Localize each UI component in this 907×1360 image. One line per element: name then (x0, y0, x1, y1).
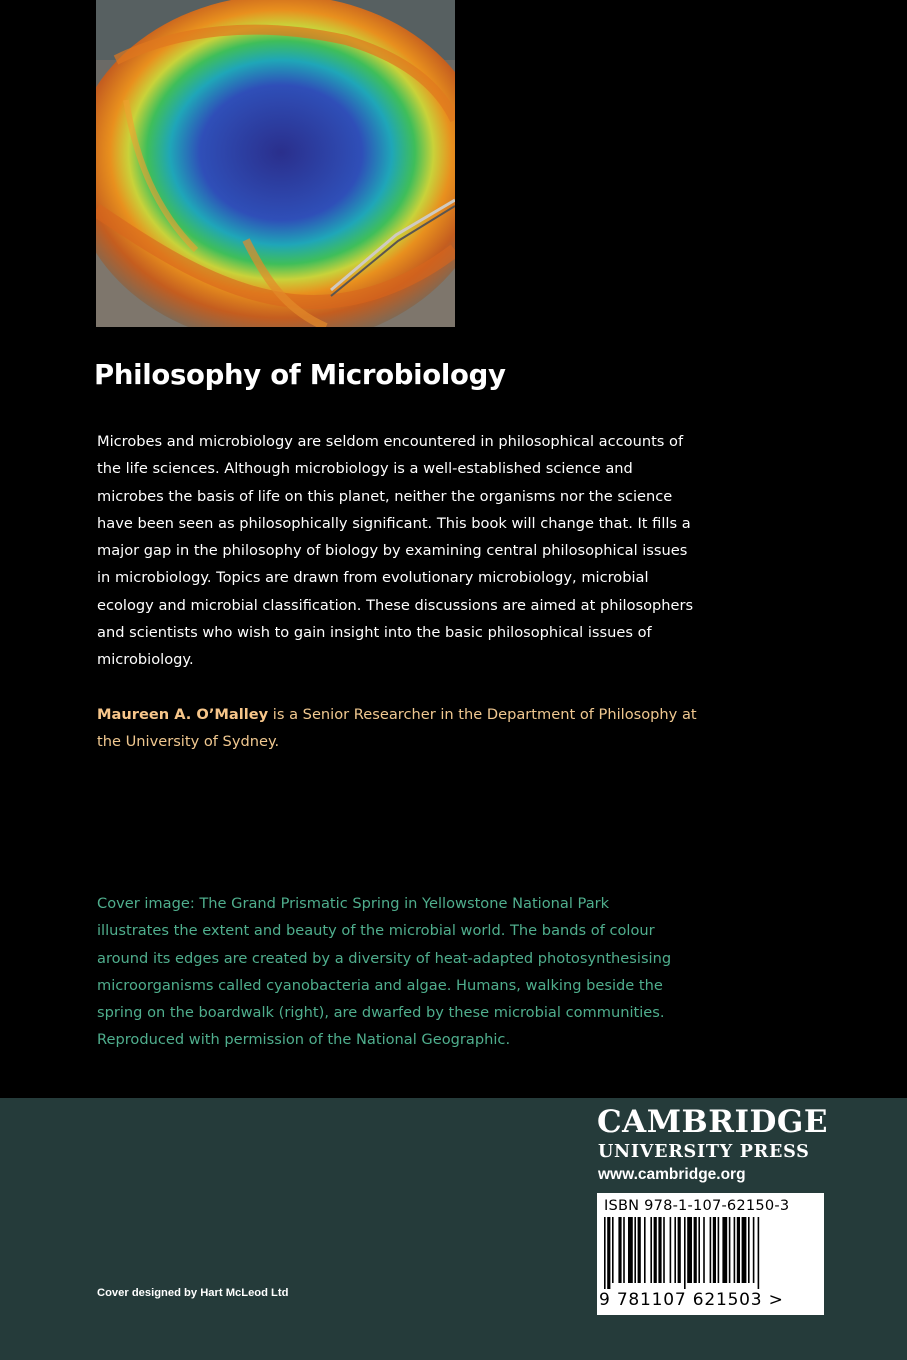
barcode-bar (638, 1217, 641, 1283)
barcode-bar (607, 1217, 610, 1289)
barcode-bar (654, 1217, 657, 1283)
publisher-subtitle: UNIVERSITY PRESS (598, 1141, 810, 1162)
barcode-bar (748, 1217, 750, 1283)
barcode-bar (718, 1217, 720, 1283)
barcode-bar (713, 1217, 716, 1283)
barcode-bar (710, 1217, 712, 1283)
barcode-bar (604, 1217, 606, 1289)
barcode-bar (628, 1217, 633, 1283)
barcode-bar (663, 1217, 665, 1283)
publisher-url: www.cambridge.org (598, 1166, 746, 1183)
barcode-bar (618, 1217, 621, 1283)
barcode-bar (644, 1217, 646, 1283)
barcode-bar (612, 1217, 614, 1283)
cover-photo-grand-prismatic-spring (96, 0, 455, 327)
barcode-bar (634, 1217, 636, 1283)
barcode-bar (729, 1217, 731, 1283)
barcode-bar (658, 1217, 661, 1283)
cover-image-caption: Cover image: The Grand Prismatic Spring in Yellowstone National Park illustrates the extent and beauty of the microbial world. The bands of colour around its edges are created by a diversity of heat-adapted photosynthesising microorganisms called cyanobacteria and algae. Humans, walking beside the spring on the boardwalk (right), are dwarfed by these microbial communities. Reproduced with permission of the National Geographic. (97, 895, 672, 1049)
barcode-bar (650, 1217, 652, 1283)
book-title: Philosophy of Microbiology (94, 359, 506, 391)
author-name: Maureen A. O’Malley (97, 706, 269, 723)
barcode-bar (753, 1217, 755, 1283)
barcode-icon (604, 1217, 816, 1289)
designer-credit: Cover designed by Hart McLeod Ltd (97, 1287, 289, 1299)
isbn-label: ISBN 978-1-107-62150-3 (604, 1197, 790, 1214)
barcode-bar (687, 1217, 692, 1283)
author-bio-text: is a Senior Researcher in the Department of Philosophy at the University of Sydney. (97, 706, 697, 751)
barcode-bar (722, 1217, 727, 1283)
barcode-bar (737, 1217, 740, 1283)
barcode-bar (734, 1217, 736, 1283)
publisher-name: CAMBRIDGE (597, 1104, 828, 1140)
book-description: Microbes and microbiology are seldom encountered in philosophical accounts of the life sciences. Although microbiology is a well-established science and microbes the basis of life on this planet, neither the organisms nor the science have been seen as philosophically significant. This book will change that. It fills a major gap in the philosophy of biology by examining central philosophical issues in microbiology. Topics are drawn from evolutionary microbiology, microbial ecology and microbial classification. These discussions are aimed at philosophers and scientists who wish to gain insight into the basic philosophical issues of microbiology. (97, 433, 694, 669)
barcode-bar (670, 1217, 672, 1283)
author-bio (97, 701, 697, 756)
barcode-bar (758, 1217, 760, 1289)
barcode-bar (742, 1217, 747, 1283)
barcode-bar (703, 1217, 705, 1283)
barcode-bar (698, 1217, 700, 1283)
barcode-bar (694, 1217, 697, 1283)
barcode-bar (684, 1217, 686, 1289)
isbn-barcode (597, 1193, 824, 1315)
barcode-digits: 9 781107 621503 > (599, 1290, 784, 1310)
barcode-bar (674, 1217, 676, 1283)
barcode-bar (623, 1217, 625, 1283)
barcode-bar (678, 1217, 681, 1283)
